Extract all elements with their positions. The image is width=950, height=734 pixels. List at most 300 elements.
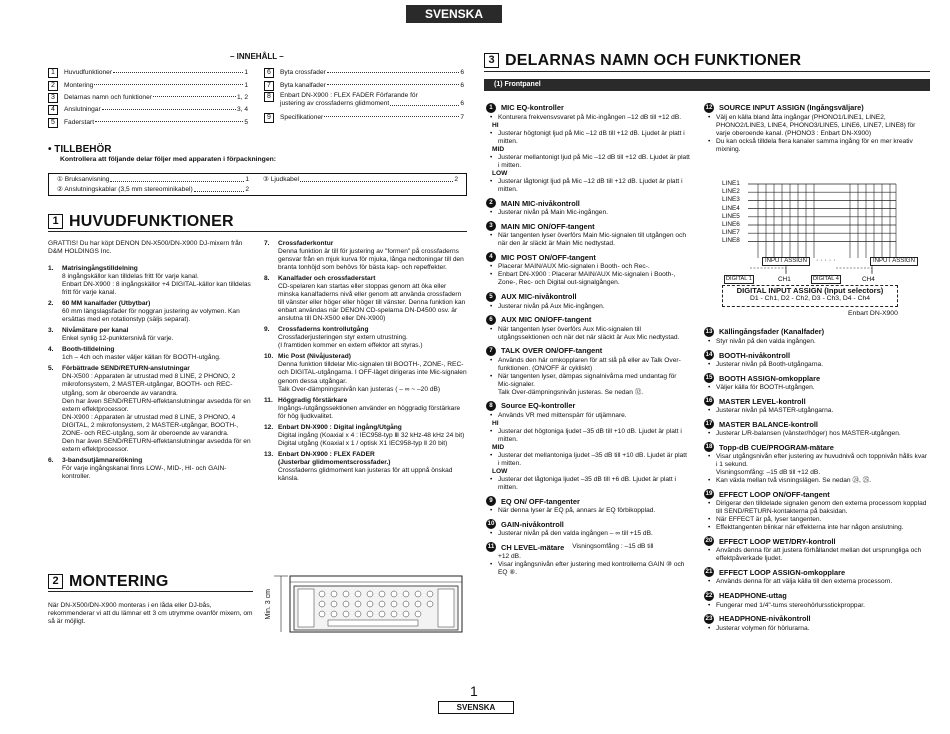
part-number-badge: 22 [705, 591, 713, 599]
section-title: DELARNAS NAMN OCH FUNKTIONER [505, 51, 802, 69]
toc-row [264, 79, 464, 91]
dnx900-note: Enbart DN-X900 [848, 310, 898, 317]
feature-text: Enkel synlig 12-punktersnivå för varje. [62, 335, 174, 343]
part-heading [486, 221, 690, 231]
part-bullet: • Justerar mellantonigt ljud på Mic –12 dB till +12 dB. Ljudet är platt i mitten. [486, 154, 690, 170]
part-title: MIC EQ-kontroller [501, 103, 564, 113]
toc-text-2: justering av crossfaderns glidmoment [280, 99, 390, 107]
toc-text: Enbart DN-X900 : FLEX FADER Förfarande för [280, 91, 418, 99]
toc-leader [194, 186, 245, 192]
toc-number: 8 [264, 92, 274, 102]
part-bullet: • Justerar L/R-balansen (vänster/höger) hos MASTER-utgången. [704, 430, 930, 438]
part-number-badge: 19 [705, 490, 713, 498]
part-bullet: • Används VR med mittenspärr för utjämnare. [486, 412, 690, 420]
part-item [486, 221, 690, 248]
part-item [486, 103, 690, 194]
part-number-badge: 9 [486, 496, 496, 506]
input-assign-label-1: INPUT ASSIGN [762, 257, 810, 266]
toc-text: Huvudfunktioner [64, 69, 113, 77]
section-number: 1 [48, 214, 63, 229]
part-subheading: LOW [492, 467, 508, 475]
part-subheading: HI [492, 419, 499, 427]
part-bullet: • Justerar högtonigt ljud på Mic –12 dB till +12 dB. Ljudet är platt i mitten. [486, 130, 690, 146]
accessory-text: ① Bruksanvisning [57, 176, 110, 183]
part-item [486, 346, 690, 397]
part-bullet: • När tangenten lyser överförs Main Mic-signalen till utgången och när den är släckt är Main Mic nedtystad. [486, 232, 690, 248]
feature-item [264, 240, 467, 272]
feature-heading: Crossfaderns kontrollutgång [278, 326, 369, 334]
toc-text: Byta kanalfader [280, 81, 326, 89]
toc-line-2 [280, 100, 464, 108]
part-number-badge: 1 [486, 103, 496, 113]
part-title: BOOTH ASSIGN-omkopplare [719, 373, 821, 383]
parts-col-1 [486, 103, 690, 581]
part-title: HEADPHONE-uttag [719, 590, 787, 600]
part-item [704, 591, 930, 610]
part-heading [486, 252, 690, 262]
part-bullet: • När EFFECT är på, lyser tangenten. [704, 516, 930, 524]
part-bullet: • Justerar det högtoniga ljudet –35 dB till +10 dB. Ljudet är platt i mitten. [486, 428, 690, 444]
part-title-note: Visningsomfång : –15 dB till [572, 543, 654, 551]
line-bus-label: LINE6 [722, 221, 740, 228]
feature-item [48, 300, 252, 324]
toc-number: 1 [48, 68, 58, 78]
toc-page: 6 [460, 69, 464, 77]
toc-leader [102, 109, 236, 110]
part-item [704, 373, 930, 392]
feature-text: Crossfaderns glidmoment kan justeras för att uppnå önskad känsla. [278, 466, 453, 482]
part-number-badge: 8 [486, 401, 496, 411]
part-heading [704, 614, 930, 624]
digital-input-map: D1 - Ch1, D2 - Ch2, D3 - Ch3, D4 - Ch4 [749, 295, 871, 303]
part-item [704, 396, 930, 415]
parts-col-2a [704, 103, 930, 158]
part-subheading: MID [492, 443, 505, 451]
part-item [704, 442, 930, 485]
feature-number: 10. [264, 353, 274, 361]
part-bullet: • När denna lyser är EQ på, annars är EQ förbikopplad. [486, 507, 690, 515]
part-title: MAIN MIC-nivåkontroll [501, 198, 580, 208]
part-number-badge: 20 [705, 537, 713, 545]
part-heading [704, 419, 930, 429]
feature-text: 1ch – 4ch och master väljer källan för BOOTH-utgång. [62, 354, 221, 362]
part-item [486, 519, 690, 538]
part-item [704, 536, 930, 563]
part-bullet: • Justerar nivån på Booth-utgångarna. [704, 361, 930, 369]
part-number-badge: 15 [705, 374, 713, 382]
line-bus-label: LINE2 [722, 188, 740, 196]
mounting-illustration [264, 574, 468, 636]
digital-4-label: DIGITAL 4 [813, 276, 839, 282]
part-title: EQ ON/ OFF-tangenter [501, 496, 580, 506]
feature-body [278, 353, 467, 393]
part-heading [704, 327, 930, 337]
part-bullet: • Justerar det mellantoniga ljudet –35 dB till +10 dB. Ljudet är platt i mitten. [486, 452, 690, 468]
part-bullet: • Kan växla mellan två visningslägen. Se nedan ㉔, ㉕. [704, 477, 930, 485]
part-bullet: • Väljer källa för BOOTH-utgången. [704, 384, 930, 392]
accessory-page: 2 [245, 186, 249, 193]
part-heading [486, 315, 690, 325]
part-heading [704, 373, 930, 383]
part-bullet: • När tangenten lyser, dämpas signalnivårna med undantag för Mic-signaler. [486, 373, 690, 389]
part-bullet: • Justerar nivån på MASTER-utgångarna. [704, 407, 930, 415]
toc-number: 9 [264, 113, 274, 123]
accessory-text: ② Anslutningskablar (3,5 mm stereominikabel) [57, 186, 193, 193]
part-heading [486, 519, 690, 529]
toc-entry-wrap [280, 92, 464, 108]
feature-number: 7. [264, 240, 270, 247]
mounting-text: När DN-X500/DN-X900 monteras i en låda eller DJ-bås, rekommenderar vi att du lämnar ett 3 cm utrymme ovanför mixern, om så är möjligt. [48, 602, 253, 626]
toc-row [48, 67, 248, 79]
line-bus-label: LINE8 [722, 237, 740, 245]
feature-body [278, 397, 467, 421]
feature-item [48, 346, 252, 362]
feature-number: 6. [48, 456, 54, 464]
part-number-badge: 10 [487, 520, 495, 528]
part-bullet: • Används denna för att justera förhållandet mellan det ursprungliga och effektpåverkade ljudet. [704, 547, 930, 563]
part-bullet: • Justerar lågtonigt ljud på Mic –12 dB till +12 dB. Ljudet är platt i mitten. [486, 178, 690, 194]
section-title: MONTERING [69, 572, 169, 590]
part-title: MASTER BALANCE-kontroll [719, 419, 818, 429]
line-bus-label: LINE7 [722, 229, 740, 237]
section-number: 3 [484, 53, 499, 68]
feature-number: 1. [48, 265, 54, 273]
accessory-item [57, 176, 249, 184]
toc-leader [95, 121, 243, 122]
part-title: TALK OVER ON/OFF-tangent [501, 346, 603, 356]
feature-item [48, 327, 252, 343]
toc-text: Montering [64, 81, 94, 89]
feature-text: Ingångs-/utgångssektionen använder en höggradig förstärkare för hög ljudkvalitet. [278, 404, 461, 420]
toc-leader [327, 84, 460, 85]
feature-body [278, 240, 467, 272]
feature-heading: Enbart DN-X900 : Digital ingång/Utgång [278, 423, 402, 431]
feature-heading: Crossfaderkontur [278, 240, 334, 247]
toc-page: 3, 4 [237, 106, 248, 114]
feature-body [278, 275, 467, 323]
toc-page: 6 [460, 99, 464, 107]
toc-page: 5 [244, 118, 248, 126]
language-tab: SVENSKA [406, 5, 502, 23]
part-title: MASTER LEVEL-kontroll [719, 396, 806, 406]
feature-item [264, 353, 467, 393]
min-clearance-label: Min. 3 cm [264, 589, 272, 620]
feature-number: 4. [48, 346, 54, 354]
feature-body [62, 300, 252, 324]
toc-leader [390, 100, 459, 106]
toc-text: Specifikationer [280, 113, 324, 121]
part-item [486, 198, 690, 217]
part-number-badge: 2 [486, 198, 496, 208]
part-item [486, 496, 690, 515]
part-text: +12 dB. [498, 553, 521, 561]
toc-leader [94, 84, 243, 85]
part-title: Topp-dB CUE/PROGRAM-mätare [719, 442, 834, 452]
feature-body [62, 365, 252, 453]
part-bullet: • Används denna för att välja källa till den externa processorn. [704, 578, 930, 586]
part-title: AUX MIC-nivåkontroll [501, 291, 577, 301]
feature-number: 8. [264, 275, 270, 283]
feature-heading: Matrisingångstilldelning [62, 265, 138, 273]
toc-right [264, 67, 464, 124]
feature-item [264, 326, 467, 350]
feature-body [62, 457, 252, 481]
feature-body [62, 327, 252, 343]
toc-number: 2 [48, 81, 58, 91]
line-bus-label: LINE5 [722, 212, 740, 220]
toc-number: 4 [48, 105, 58, 115]
feature-heading: Enbart DN-X900 : FLEX FADER [278, 450, 375, 458]
input-assign-label-4: INPUT ASSIGN [870, 257, 918, 266]
toc-leader [300, 176, 453, 182]
part-subheading: MID [492, 146, 505, 154]
part-item [704, 419, 930, 438]
part-number-badge: 23 [705, 614, 713, 622]
feature-number: 11. [264, 396, 273, 404]
part-item [486, 315, 690, 342]
digital-1-label: DIGITAL 1 [726, 276, 752, 282]
digital-input-assign-title: DIGITAL INPUT ASSIGN (Input selectors) [736, 286, 884, 295]
part-item [704, 103, 930, 154]
part-heading [704, 103, 930, 113]
part-subheading: HI [492, 122, 499, 130]
part-item [486, 542, 690, 577]
toc-row [48, 92, 248, 104]
digital-route-wire [836, 268, 872, 274]
toc-page: 1 [244, 81, 248, 89]
part-number-badge: 5 [486, 292, 496, 302]
part-number-badge: 13 [705, 328, 713, 335]
feature-text: 8 ingångskällor kan tilldelas fritt för varje kanal. Enbart DN-X900 : 8 ingångskällor +4 DIGITAL-källor kan tilldelas fritt för varje kanal. [62, 273, 251, 297]
part-bullet: • Enbart DN-X900 : Placerar MAIN/AUX Mic-signalen i Booth-, Zone-, Rec- och Digital out-signalgången. [486, 271, 690, 287]
part-subheading: LOW [492, 170, 508, 178]
part-bullet: • Justerar nivån på den valda ingången – ∞ till +15 dB. [486, 530, 690, 538]
part-title: EFFECT LOOP ASSIGN-omkopplare [719, 567, 846, 577]
part-heading [704, 350, 930, 360]
part-text: Visningsomfång: –15 dB till +12 dB. [716, 469, 821, 477]
accessory-item [263, 176, 458, 184]
part-item [704, 350, 930, 369]
toc-leader [327, 72, 460, 73]
section-number: 2 [48, 574, 63, 589]
footer-language: SVENSKA [438, 701, 514, 714]
part-bullet: • Dirigerar den tilldelade signalen genom den externa processorn kopplad till SEND/RETURN-kontakterna på baksidan. [704, 500, 930, 516]
part-title: Source EQ-kontroller [501, 401, 576, 411]
part-title: CH LEVEL-mätare [501, 542, 565, 552]
part-bullet: • När tangenten lyser överförs Aux Mic-signalen till utgångssektionen och när det när släckt är Aux Mic nedtystad. [486, 326, 690, 342]
feature-number: 3. [48, 327, 54, 335]
feature-item [264, 424, 467, 448]
toc-leader [110, 176, 244, 182]
feature-text: Crossfaderjusteringen styr extern utrustning. (I framtiden kommer en extern effektor att styras.) [278, 334, 423, 350]
feature-heading: Höggradig förstärkare [278, 396, 348, 404]
line-bus-label: LINE1 [722, 180, 740, 187]
part-title: EFFECT LOOP ON/OFF-tangent [719, 489, 830, 499]
part-number-badge: 12 [705, 104, 713, 111]
part-title: SOURCE INPUT ASSIGN (Ingångsväljare) [719, 103, 864, 113]
part-title: Källingångsfader (Kanalfader) [719, 327, 825, 337]
accessory-page: 1 [245, 176, 249, 183]
feature-body [278, 326, 467, 350]
part-item [704, 614, 930, 633]
part-title: MIC POST ON/OFF-tangent [501, 252, 596, 262]
feature-text: 60 mm längslagsfader för noggran justering av volymen. Kan ersättas med en rotationstyp (säljs separat). [62, 308, 240, 324]
feature-heading: Förbättrade SEND/RETURN-anslutningar [62, 365, 190, 373]
part-title: EFFECT LOOP WET/DRY-kontroll [719, 536, 836, 546]
feature-body [278, 451, 467, 483]
feature-number: 9. [264, 326, 270, 334]
section-1-col-b [264, 240, 467, 486]
feature-body [278, 424, 467, 448]
feature-heading: 3-bandsutjämnare/ökning [62, 456, 143, 464]
intro-text: GRATTIS! Du har köpt DENON DN-X500/DN-X900 DJ-mixern från D&M HOLDINGS Inc. [48, 240, 243, 256]
part-number-badge: 14 [705, 351, 713, 359]
part-text: Talk Over-dämpningsnivån justeras. Se nedan ㉜. [498, 388, 644, 396]
part-bullet: • Effekttangenten blinkar när effekterna inte har någon anslutning. [704, 524, 930, 532]
toc-title: – INNEHÅLL – [230, 52, 284, 61]
part-bullet: • Visar ingångsnivån efter justering med kontrollerna GAIN ⑩ och EQ ⑧. [486, 561, 690, 577]
part-number-badge: 16 [705, 397, 713, 405]
feature-text: DN-X500 : Apparaten är utrustad med 8 LINE, 2 PHONO, 2 mikrofonsystem, 2 MASTER-utgångar, BOOTH- och REC-utgång, som är oberoende av varandra. Den har även SEND/RETURN-effektanslutningar avsedda för en extern effektprocessor. DN-X900 : Apparaten är utrustad med 8 LINE, 3 PHONO, 4 DIGITAL, 2 mikrofonsystem, 2 MASTER-utgångar, BOOTH-, ZONE- och REC-utgång, som är oberoende av varandra. Den har även SEND/RETURN-effektanslutningar avsedda för en extern effektprocessor. [62, 373, 251, 453]
feature-text: CD-spelaren kan startas eller stoppas genom att öka eller minska kanalfaderns nivå eller genom att använda crossfadern till vänster eller höger eller höger till vänster. Denna funktion kan enbart användas när DENON CD-spelarna DN-D4500 osv. är anslutna till DN-X500 eller DN-X900) [278, 283, 466, 323]
feature-item [264, 275, 467, 323]
part-bullet: • Justerar nivån på Main Mic-ingången. [486, 209, 690, 217]
accessory-page: 2 [454, 176, 458, 183]
toc-page: 1 [244, 69, 248, 77]
part-heading [486, 496, 690, 506]
feature-heading: Nivåmätare per kanal [62, 327, 129, 335]
part-heading [486, 103, 690, 113]
toc-leader [324, 116, 459, 117]
part-number-badge: 6 [486, 315, 496, 325]
part-bullet: • Styr nivån på den valda ingången. [704, 338, 930, 346]
part-bullet: • Välj en källa bland åtta ingångar (PHONO1/LINE1, LINE2, PHONO2/LINE3, LINE4, PHONO3/LINE5, LINE6, LINE7, LINE8) för varje oberoende kanal. (PHONO3 : Enbart DN-X900) [704, 114, 930, 138]
part-title: HEADPHONE-nivåkontroll [719, 614, 811, 624]
part-bullet: • Justerar det lågtoniga ljudet –35 dB till +6 dB. Ljudet är platt i mitten. [486, 476, 690, 492]
part-heading [704, 591, 930, 601]
feature-text: Denna funktion tilldelar Mic-signalen till BOOTH-, ZONE-, REC- och DIGITAL-utgångarna. I OFF-läget dirigeras inte Mic-signalen genom dessa utgångar. Talk Over-dämpningsnivån kan justeras ( – ∞ ~ –20 dB) [278, 361, 467, 393]
part-number-badge: 21 [705, 568, 713, 576]
toc-page: 1, 2 [237, 93, 248, 101]
mixer-drawing [268, 574, 468, 636]
feature-item [48, 457, 252, 481]
toc-number: 3 [48, 93, 58, 103]
part-title: AUX MIC ON/OFF-tangent [501, 315, 592, 325]
feature-heading: Mic Post (Nivåjusterad) [278, 353, 351, 361]
toc-number: 7 [264, 81, 274, 91]
toc-leader [153, 96, 236, 97]
page-number: 1 [470, 683, 478, 699]
feature-item [48, 365, 252, 453]
toc-number: 5 [48, 118, 58, 128]
feature-item [264, 397, 467, 421]
part-bullet: • Visar utgångsnivån efter justering av huvudnivå och toppnivån hålls kvar i 1 sekund. [704, 453, 930, 469]
feature-body [62, 346, 252, 362]
accessory-item [57, 186, 249, 194]
part-number-badge: 17 [705, 420, 713, 428]
line-bus-label: LINE3 [722, 196, 740, 204]
part-item [486, 401, 690, 492]
accessories-subtitle: Kontrollera att följande delar följer med apparaten i förpackningen: [60, 156, 277, 163]
part-heading [704, 396, 930, 406]
toc-row [264, 92, 464, 112]
digital-route-wire [750, 268, 786, 274]
feature-number: 5. [48, 365, 54, 373]
toc-page: 7 [460, 113, 464, 121]
section-2-heading [48, 572, 253, 592]
part-bullet: • Justerar nivån på Aux Mic-ingången. [486, 303, 690, 311]
part-bullet: • Används den här omkopplaren för att slå på eller av Talk Over-funktionen. (ON/OFF är cykliskt) [486, 357, 690, 373]
part-bullet: • Placerar MAIN/AUX Mic-signalen i Booth- och Rec-. [486, 263, 690, 271]
feature-text: För varje ingångskanal finns LOW-, MID-, HI- och GAIN-kontroller. [62, 464, 227, 480]
toc-number: 6 [264, 68, 274, 78]
part-number-badge: 7 [486, 346, 496, 356]
front-panel-bar: (1) Frontpanel [484, 79, 930, 91]
part-item [486, 252, 690, 287]
section-3-heading [484, 50, 930, 72]
part-heading [486, 346, 690, 356]
part-item [704, 327, 930, 346]
feature-number: 13. [264, 450, 274, 458]
toc-text: Byta crossfader [280, 69, 326, 77]
feature-heading: 60 MM kanalfader (Utbytbar) [62, 300, 151, 308]
part-number-badge: 11 [487, 543, 495, 551]
feature-heading: Kanalfader och crossfaderstart [278, 275, 376, 283]
section-title: HUVUDFUNKTIONER [69, 212, 234, 230]
feature-number: 12. [264, 423, 274, 431]
toc-row [264, 112, 464, 124]
input-assign-diagram [722, 178, 930, 320]
ch4-label: CH4 [862, 276, 875, 283]
parts-col-2b [704, 327, 930, 637]
part-heading [486, 198, 690, 208]
toc-text: Anslutningar [64, 106, 101, 114]
accessories-box [48, 173, 467, 196]
part-item [704, 567, 930, 586]
accessory-text: ③ Ljudkabel [263, 176, 299, 183]
part-title: GAIN-nivåkontroll [501, 519, 564, 529]
digital-input-assign-box [722, 285, 898, 307]
feature-number: 2. [48, 300, 54, 308]
section-1-heading [48, 212, 467, 232]
part-heading [486, 292, 690, 302]
toc-text: Delarnas namn och funktioner [64, 93, 152, 101]
part-heading [704, 442, 930, 452]
part-title: MAIN MIC ON/OFF-tangent [501, 221, 595, 231]
dots-separator: · · · · · [816, 257, 836, 264]
section-1-col-a [48, 240, 252, 484]
ch1-label: CH1 [778, 276, 791, 283]
part-bullet: • Fungerar med 1/4"-tums stereohörlursstickproppar. [704, 602, 930, 610]
toc-row [48, 104, 248, 116]
part-bullet: • Justerar volymen för hörlurarna. [704, 625, 930, 633]
part-item [486, 292, 690, 311]
feature-heading: Booth-tilldelning [62, 346, 115, 354]
feature-body [62, 265, 252, 297]
feature-item [48, 265, 252, 297]
accessories-heading: • TILLBEHÖR [48, 144, 112, 155]
part-heading [704, 489, 930, 499]
toc-leader [113, 72, 243, 73]
part-heading [704, 567, 930, 577]
toc-text: Faderstart [64, 118, 95, 126]
feature-text: Digital ingång (Koaxial x 4 : IEC958-typ Ⅲ 32 kHz-48 kHz 24 bit) Digital utgång (Koaxial x 1 / optisk X1 IEC958-typ Ⅱ 20 bit) [278, 431, 465, 447]
part-bullet: • Du kan också tilldela flera kanaler samma ingång för en mer kreativ mixning. [704, 138, 930, 154]
part-item [704, 489, 930, 532]
toc-row [48, 79, 248, 91]
part-bullet: • Konturera frekvensvsvaret på Mic-ingången –12 dB till +12 dB. [486, 114, 690, 122]
part-heading [486, 542, 690, 552]
